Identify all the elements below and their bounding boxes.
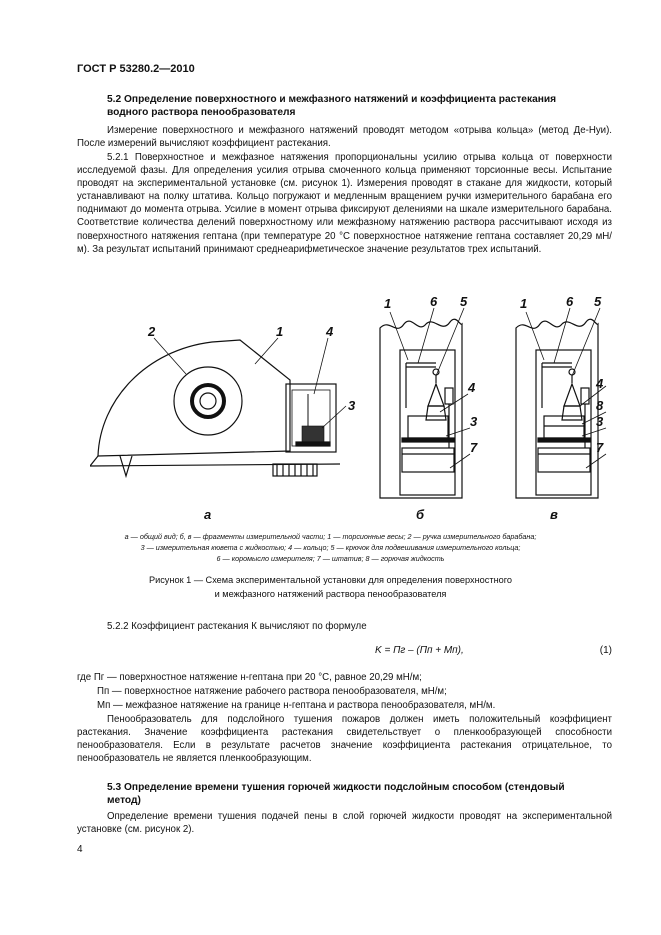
cuvette-a [302,426,324,442]
label-4-b: 4 [468,380,476,395]
panel-v-label: в [550,507,558,522]
cuvette-b [408,416,448,438]
label-1-b: 1 [384,296,392,311]
section-5-3-title: 5.3 Определение времени тушения горючей жидкости подслойным способом (стендовый метод) [107,782,565,806]
panel-b-label: б [416,507,425,522]
panel-a-label: а [204,507,212,522]
figure-1-legend-line-3: 6 — коромысло измерителя; 7 — штатив; 8 — горючая жидкость [216,554,445,563]
section-5-3-text: Определение времени тушения подачей пены в слой горючей жидкости проводят на экспериментальной установке (см. рисунок 2). [77,811,612,836]
page-number: 4 [77,844,83,855]
label-7-b: 7 [470,440,478,455]
paragraph-conclusion: Пенообразователь для подслойного тушения пожаров должен иметь положительный коэффициент растекания. Значение коэффициента растекания свидетельствует о пленкообразующей способности пенообразователя. Если в результате расчетов значение коэффициента растекания отрицательное, то пенообразователь не является пленкообразующим. [77,714,612,765]
label-7-v: 7 [596,440,604,455]
label-1-a: 1 [276,324,284,339]
label-5-b: 5 [460,294,468,309]
formula-1: K = Пг – (Пп + Мп), [375,645,464,656]
label-1-v: 1 [520,296,528,311]
figure-1-legend-line-1: а — общий вид; б, в — фрагменты измерительной части; 1 — торсионные весы; 2 — ручка измерительного барабана; [124,532,537,541]
document-header: ГОСТ Р 53280.2—2010 [77,63,195,75]
label-3-b: 3 [470,414,478,429]
figure-1-caption-line-2: и межфазного натяжений раствора пенообразователя [214,589,447,599]
label-8-v: 8 [596,398,604,413]
cuvette-v [544,416,584,438]
figure-1 [90,288,610,523]
formula-1-row [77,645,612,659]
paragraph-5-2-1: 5.2.1 Поверхностное и межфазное натяжения пропорциональны усилию отрыва кольца от поверхности исследуемой фазы. Для определения усилия отрыва смоченного кольца применяют торсионные весы. Испытание проводят на экспериментальной установке (см. рисунок 1). Измерения проводят в стакане для жидкости, который устанавливают на полку штатива. Кольцо погружают и медленным вращением ручки измерительного барабана его поднимают до момента отрыва. Усилие в момент отрыва фиксируют делениями на шкале измерительного барабана. Соответствие количества делений поверхностному или межфазному натяжению раствора рассчитывают исходя из поверхностного натяжения гептана (при температуре 20 °С поверхностное натяжение гептана составляет 20,29 мН/м). За результат испытаний принимают среднеарифметическое значение результатов трех испытаний. [77,152,612,255]
section-5-2-intro: Измерение поверхностного и межфазного натяжений проводят методом «отрыва кольца» (метод Де-Нуи). После измерений вычисляют коэффициент растекания. [77,125,612,150]
section-5-2-title: 5.2 Определение поверхностного и межфазного натяжений и коэффициента растекания водного раствора пенообразователя [107,94,557,118]
label-5-v: 5 [594,294,602,309]
drum-handle-outer [174,367,242,435]
paragraph-5-2-2: 5.2.2 Коэффициент растекания К вычисляют по формуле [107,621,367,632]
figure-1-legend-line-2: 3 — измерительная кювета с жидкостью; 4 — кольцо; 5 — крючок для подвешивания измерительного кольца; [140,543,521,552]
ring-v [562,406,582,420]
figure-1-drawing [90,288,610,523]
panel-b-frame [380,319,462,498]
label-4-a: 4 [326,324,334,339]
label-2-a: 2 [148,324,156,339]
panel-v-frame [516,319,598,498]
drum-handle-hole [200,393,216,409]
where-line-3: Мп — межфазное натяжение на границе н-гептана и раствора пенообразователя, мН/м. [97,700,496,711]
label-3-a: 3 [348,398,356,413]
where-line-1: где Пг — поверхностное натяжение н-гептана при 20 °С, равное 20,29 мН/м; [77,672,422,683]
label-3-v: 3 [596,414,604,429]
figure-1-caption-line-1: Рисунок 1 — Схема экспериментальной установки для определения поверхностного [148,575,513,585]
label-4-v: 4 [596,376,604,391]
equation-number: (1) [599,645,612,656]
where-line-2: Пп — поверхностное натяжение рабочего раствора пенообразователя, мН/м; [97,686,447,697]
label-6-b: 6 [430,294,438,309]
drum-handle-ring [192,385,224,417]
label-6-v: 6 [566,294,574,309]
ring-b [426,406,446,420]
